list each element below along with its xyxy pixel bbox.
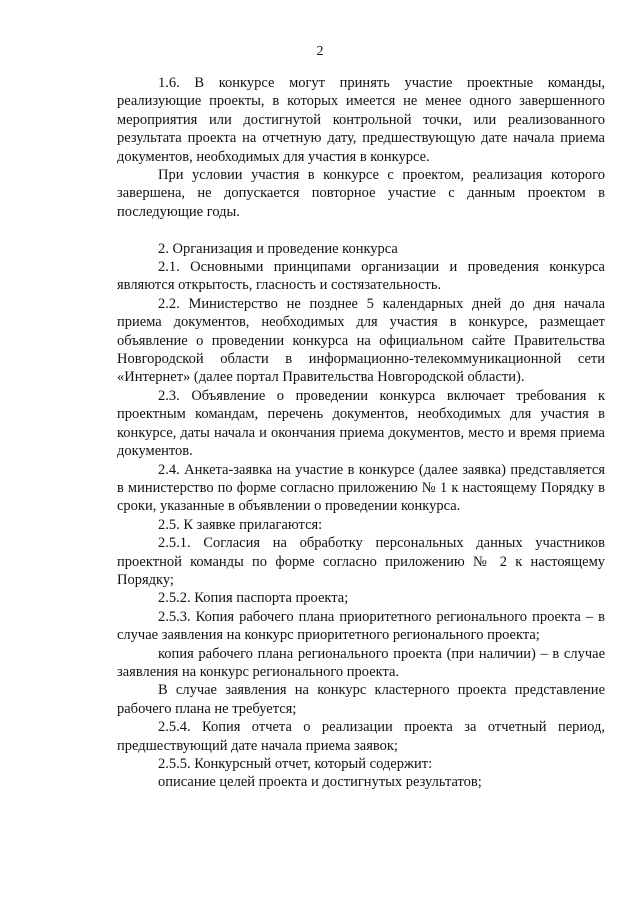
paragraph-2-5-1: 2.5.1. Согласия на обработку персональных данных участников проектной команды по форме согласно приложению № 2 к настоящему Порядку; (117, 535, 605, 588)
paragraph-2-5-5-goals: описание целей проекта и достигнутых результатов; (158, 774, 482, 791)
paragraph-2-5: 2.5. К заявке прилагаются: (158, 516, 323, 533)
paragraph-1-6-note: При условии участия в конкурсе с проектом, реализация которого завершена, не допускается повторное участие с данным проектом в последующие годы. (117, 167, 605, 220)
paragraph-2-5-5: 2.5.5. Конкурсный отчет, который содержит: (158, 756, 433, 773)
paragraph-2-5-4: 2.5.4. Копия отчета о реализации проекта за отчетный период, предшествующий дате начала приема заявок; (117, 719, 605, 754)
page-number: 2 (316, 44, 324, 59)
section-spacer (117, 221, 605, 239)
paragraph-2-5-3: 2.5.3. Копия рабочего плана приоритетного регионального проекта – в случае заявления на конкурс приоритетного регионального проекта; (117, 608, 605, 644)
paragraph-2-5-3-cluster: В случае заявления на конкурс кластерного проекта представление рабочего плана не требуется; (117, 682, 605, 717)
document-body (117, 74, 605, 792)
paragraph-1-6: 1.6. В конкурсе могут принять участие проектные команды, реализующие проекты, в которых имеется не менее одного завершенного мероприятия или достигнутой контрольной точки, или реализованного результата проекта на отчетную дату, предшествующую дате начала приема документов, необходимых для участия в конкурсе. (117, 75, 605, 165)
paragraph-2-5-2: 2.5.2. Копия паспорта проекта; (158, 590, 349, 607)
paragraph-2-3: 2.3. Объявление о проведении конкурса включает требования к проектным командам, перечень документов, необходимых для участия в конкурсе, даты начала и окончания приема документов, место и время приема документов. (117, 387, 605, 460)
paragraph-2-4: 2.4. Анкета-заявка на участие в конкурсе (далее заявка) представляется в министерство по форме согласно приложению № 1 к настоящему Порядку в сроки, указанные в объявлении о проведении конкурса. (117, 461, 605, 515)
paragraph-2-2: 2.2. Министерство не позднее 5 календарных дней до дня начала приема документов, необходимых для участия в конкурсе, размещает объявление о проведении конкурса на официальном сайте Правительства Новгородской области в информационно-телекоммуникационной сети «Интернет» (далее портал Правительства Новгородской области). (117, 295, 605, 386)
section-heading-2: 2. Организация и проведение конкурса (158, 240, 398, 257)
paragraph-2-1: 2.1. Основными принципами организации и проведения конкурса являются открытость, гласность и состязательность. (117, 259, 605, 294)
paragraph-2-5-3-regional: копия рабочего плана регионального проекта (при наличии) – в случае заявления на конкурс регионального проекта. (117, 645, 605, 680)
